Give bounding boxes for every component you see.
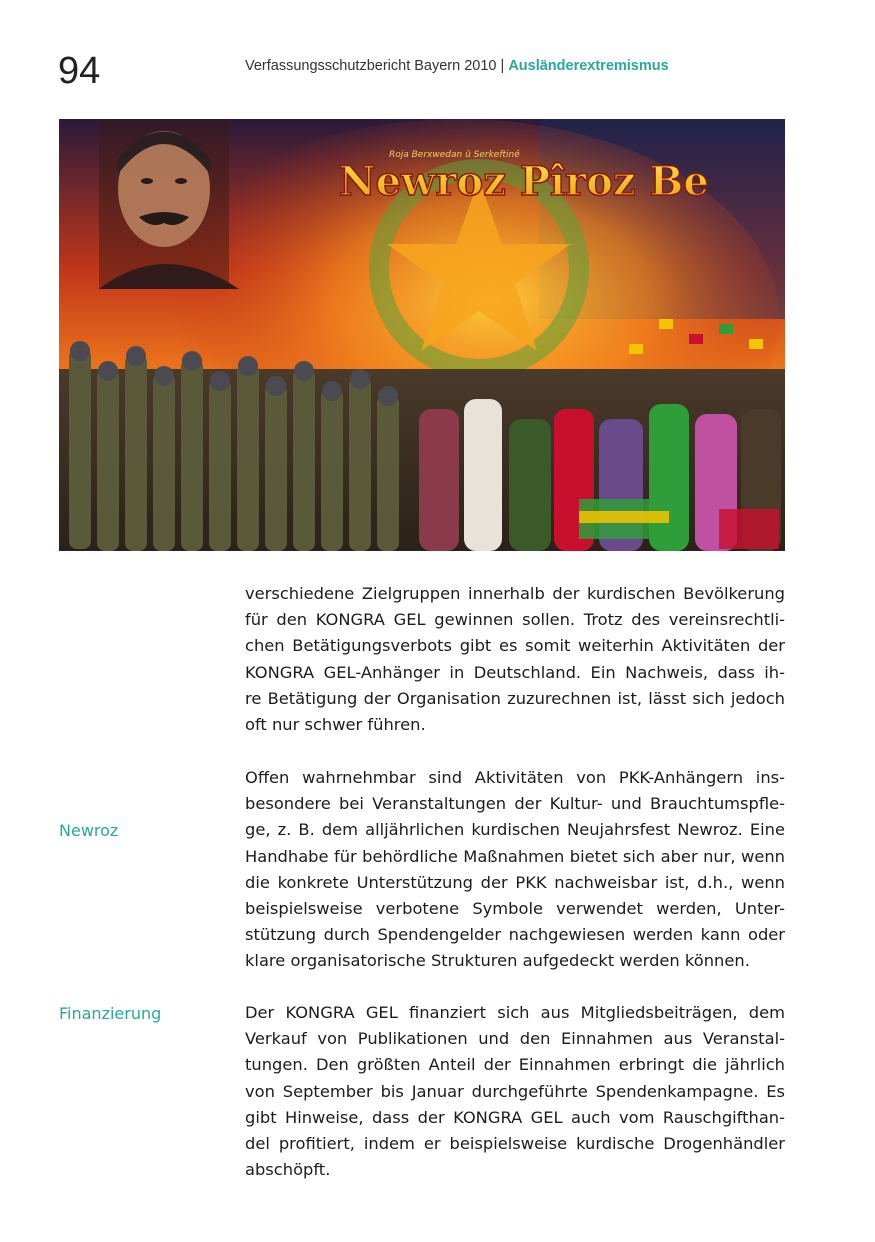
text-line: die konkrete Unterstützung der PKK nachweisbar ist, d.h., wenn xyxy=(245,872,785,892)
banner-title: Newroz Pîroz Be xyxy=(339,158,709,205)
text-line: von September bis Januar durchgeführte Spendenkampagne. Es xyxy=(245,1081,785,1101)
section-title: Ausländerextremismus xyxy=(508,58,669,74)
text-line: re Betätigung der Organisation zuzurechnen ist, lässt sich jedoch xyxy=(245,688,785,708)
paragraph-newroz xyxy=(245,765,785,975)
text-line: Verkauf von Publikationen und den Einnahmen aus Veranstal- xyxy=(245,1029,785,1049)
text-line: ge, z. B. dem alljährlichen kurdischen Neujahrsfest Newroz. Eine xyxy=(245,820,785,840)
report-title: Verfassungsschutzbericht Bayern 2010 | xyxy=(245,58,509,74)
text-line: beispielsweise verbotene Symbole verwendet werden, Unter- xyxy=(245,899,785,919)
text-line: stützung durch Spendengelder nachgewiesen werden kann oder xyxy=(245,925,785,945)
text-line: del profitiert, indem er beispielsweise kurdische Drogenhändler xyxy=(245,1134,785,1154)
text-line: besondere bei Veranstaltungen der Kultur- und Brauchtumspfle- xyxy=(245,794,785,814)
margin-label-finanzierung: Finanzierung xyxy=(59,1004,162,1023)
text-line: KONGRA GEL-Anhänger in Deutschland. Ein Nachweis, dass ih- xyxy=(245,662,785,682)
text-line: Offen wahrnehmbar sind Aktivitäten von PKK-Anhängern ins- xyxy=(245,768,785,787)
newroz-banner-image xyxy=(59,119,785,551)
text-line: klare organisatorische Strukturen aufgedeckt werden können. xyxy=(245,951,750,971)
text-line: verschiedene Zielgruppen innerhalb der kurdischen Bevölkerung xyxy=(245,584,785,603)
paragraph-finanzierung xyxy=(245,1000,785,1183)
text-line: oft nur schwer führen. xyxy=(245,715,426,735)
running-header xyxy=(245,58,669,74)
portrait xyxy=(99,119,239,289)
text-line: tungen. Den größten Anteil der Einnahmen erbringt die jährlich xyxy=(245,1055,785,1075)
page-number: 94 xyxy=(58,50,101,92)
paragraph-zielgruppen xyxy=(245,581,785,738)
margin-label-newroz: Newroz xyxy=(59,821,119,840)
banner-subtitle: Roja Berxwedan û Serkeftinê xyxy=(389,150,520,160)
text-line: Handhabe für behördliche Maßnahmen bietet sich aber nur, wenn xyxy=(245,846,785,866)
text-line: Der KONGRA GEL finanziert sich aus Mitgliedsbeiträgen, dem xyxy=(245,1003,785,1022)
text-line: abschöpft. xyxy=(245,1160,331,1180)
text-line: chen Betätigungsverbots gibt es somit weiterhin Aktivitäten der xyxy=(245,636,785,656)
text-line: für den KONGRA GEL gewinnen sollen. Trotz des vereinsrechtli- xyxy=(245,610,785,630)
text-line: gibt Hinweise, dass der KONGRA GEL auch vom Rauschgifthan- xyxy=(245,1107,785,1127)
